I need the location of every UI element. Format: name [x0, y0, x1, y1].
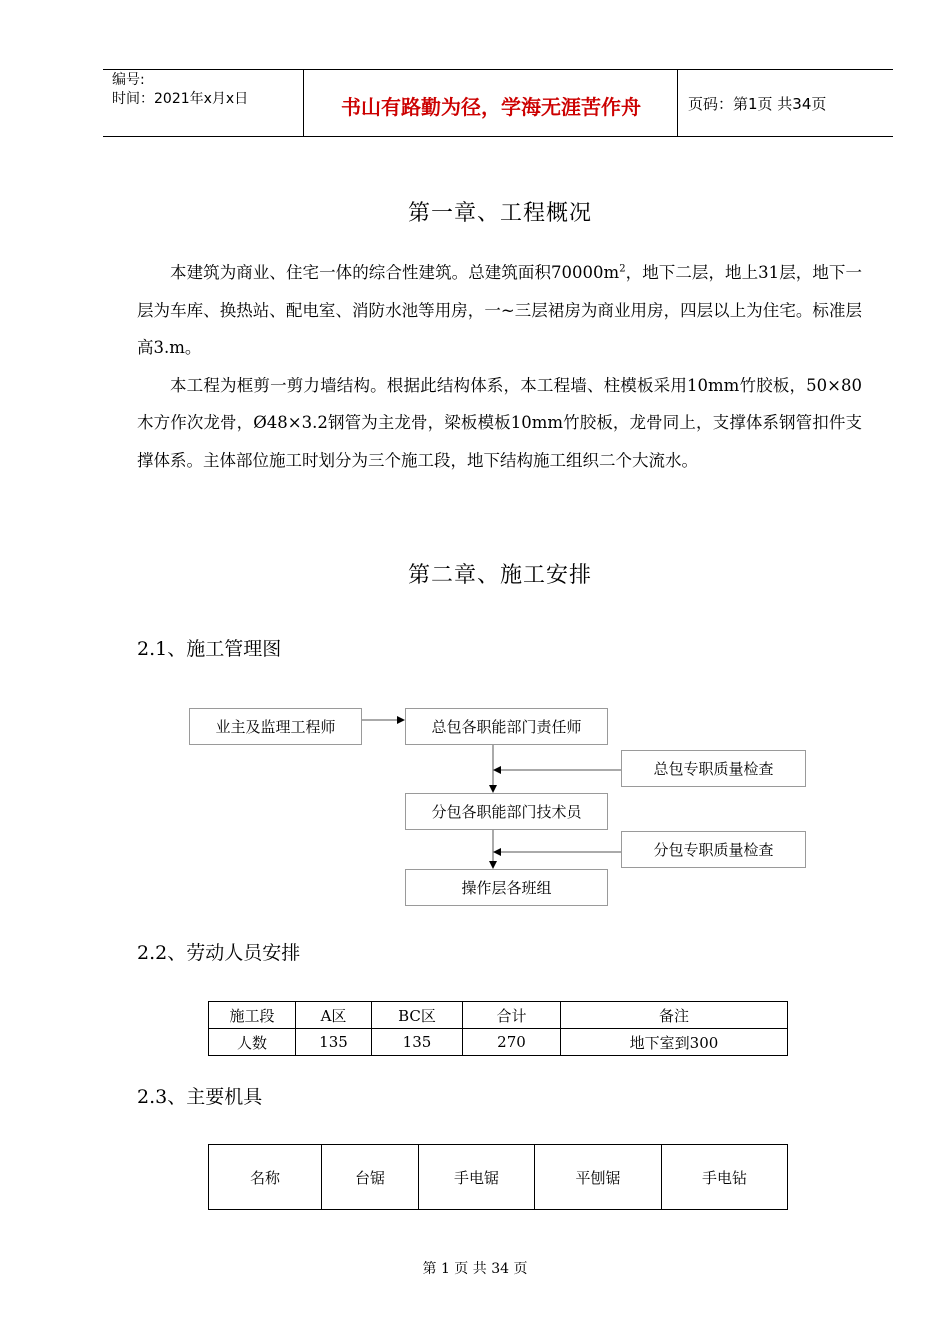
table-cell: 135: [296, 1029, 372, 1056]
section-2-1-title: 2.1、施工管理图: [137, 638, 282, 660]
table-header-cell: 合计: [463, 1002, 561, 1029]
flow-box-sub-qc: 分包专职质量检查: [621, 831, 806, 868]
chapter-2-title: 第二章、施工安排: [407, 563, 592, 588]
table-header-cell: BC区: [372, 1002, 463, 1029]
table-row: [209, 1029, 788, 1056]
header-motto: 书山有路勤为径，学海无涯苦作舟: [341, 95, 641, 119]
table-header-cell: 施工段: [209, 1002, 296, 1029]
flow-box-gc-heads: 总包各职能部门责任师: [405, 708, 608, 745]
flow-box-owner: 业主及监理工程师: [189, 708, 362, 745]
section-2-2-title: 2.2、劳动人员安排: [137, 942, 301, 964]
table-cell: 平刨锯: [535, 1145, 662, 1210]
paragraph-1-rest: ，地下二层，地上31层，地下一层为车库、换热站、配电室、消防水池等用房，一~三层裙房为商业用房，四层以上为住宅。标准层高3.m。: [137, 263, 862, 357]
flow-box-crews: 操作层各班组: [405, 869, 608, 906]
table-cell: 名称: [209, 1145, 322, 1210]
table-header-cell: A区: [296, 1002, 372, 1029]
paragraph-2: 本工程为框剪一剪力墙结构。根据此结构体系，本工程墙、柱模板采用10mm竹胶板，50×80木方作次龙骨，Ø48×3.2钢管为主龙骨，梁板模板10mm竹胶板，龙骨同上，支撑体系钢管扣件支撑体系。主体部位施工时划分为三个施工段，地下结构施工组织二个大流水。: [137, 375, 862, 470]
header-page-label: 页码：第1页 共34页: [688, 95, 827, 113]
table-cell: 地下室到300: [561, 1029, 788, 1056]
page-footer: 第 1 页 共 34 页: [422, 1261, 528, 1277]
superscript: 2: [619, 263, 626, 275]
tools-table: [208, 1144, 788, 1210]
table-cell: 135: [372, 1029, 463, 1056]
table-cell: 人数: [209, 1029, 296, 1056]
table-cell: 手电钻: [662, 1145, 788, 1210]
section-2-3-title: 2.3、主要机具: [137, 1086, 263, 1108]
time-label: 时间：2021年x月x日: [112, 91, 249, 107]
table-cell: 台锯: [322, 1145, 419, 1210]
number-label: 编号:: [112, 72, 145, 88]
table-row: [209, 1145, 788, 1210]
flow-box-gc-qc: 总包专职质量检查: [621, 750, 806, 787]
flow-box-sub-tech: 分包各职能部门技术员: [405, 793, 608, 830]
table-row: [209, 1002, 788, 1029]
chapter-1-title: 第一章、工程概况: [407, 201, 592, 226]
staff-table: [208, 1001, 788, 1056]
table-cell: 270: [463, 1029, 561, 1056]
table-header-cell: 备注: [561, 1002, 788, 1029]
table-cell: 手电锯: [419, 1145, 535, 1210]
paragraph-1-text: 本建筑为商业、住宅一体的综合性建筑。总建筑面积70000m: [170, 263, 620, 282]
